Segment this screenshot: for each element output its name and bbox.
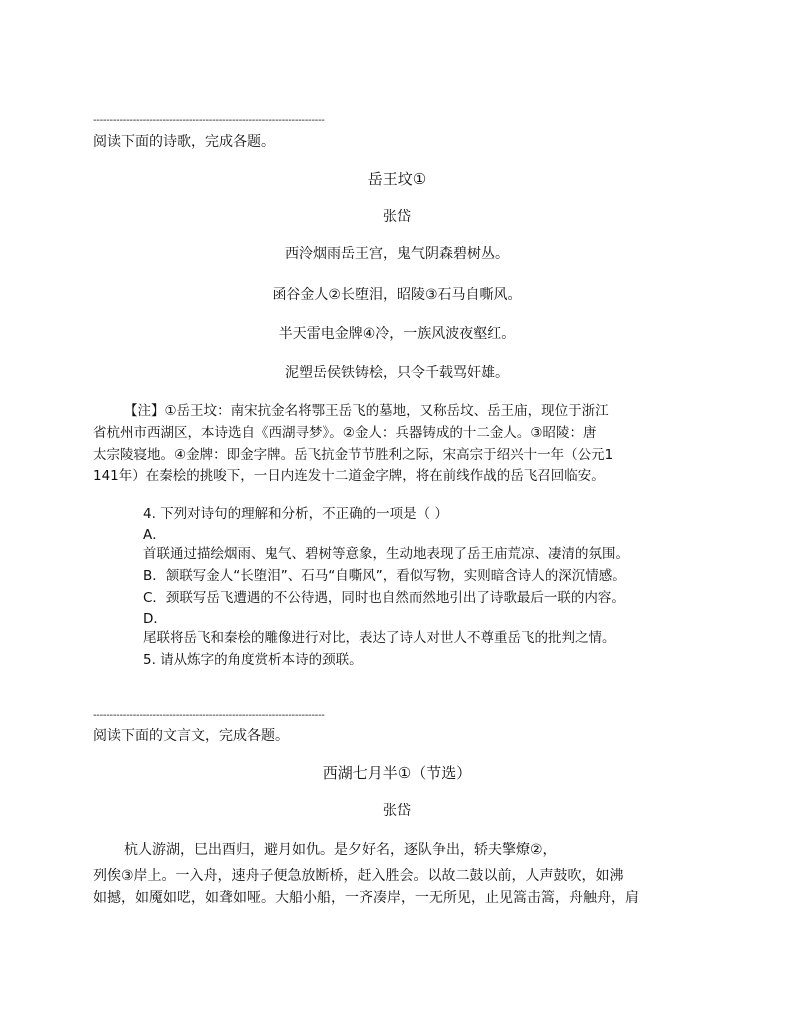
passage-line-2: 列俟③岸上。一入舟，速舟子便急放断桥，赶入胜会。以故二鼓以前，人声鼓吹，如沸 [93, 868, 624, 884]
poem-author: 张岱 [383, 209, 411, 225]
note-line-1: 【注】①岳王坟：南宋抗金名将鄂王岳飞的墓地，又称岳坟、岳王庙，现位于浙江 [124, 403, 609, 419]
poem-title: 岳王坟① [367, 170, 427, 188]
question-5: 5. 请从炼字的角度赏析本诗的颈联。 [143, 652, 363, 668]
poem-line-2: 函谷金人②长堕泪，昭陵③石马自嘶风。 [272, 287, 522, 303]
option-c: C．颈联写岳飞遭遇的不公待遇，同时也自然而然地引出了诗歌最后一联的内容。 [143, 590, 625, 606]
passage-author: 张岱 [383, 803, 411, 819]
poem-line-3: 半天雷电金牌④冷，一族风波夜壑红。 [278, 326, 516, 342]
passage-line-3: 如撼，如魇如呓，如聋如哑。大船小船，一齐凑岸，一无所见，止见篙击篙，舟触舟，肩 [93, 890, 639, 906]
poem-line-4: 泥塑岳侯铁铸桧，只令千载骂奸雄。 [285, 365, 509, 381]
option-a-label: A． [143, 527, 166, 543]
passage-title: 西湖七月半①（节选） [322, 764, 472, 782]
note-line-3: 太宗陵寝地。④金牌：即金字牌。岳飞抗金节节胜利之际，宋高宗于绍兴十一年（公元1 [93, 447, 614, 463]
option-d-label: D． [143, 611, 167, 627]
instruction-text: 阅读下面的诗歌，完成各题。 [93, 134, 275, 150]
separator-line: ---------------------------------------------------------------------- [93, 115, 325, 126]
option-d-text: 尾联将岳飞和秦桧的雕像进行对比，表达了诗人对世人不尊重岳飞的批判之情。 [143, 630, 616, 646]
note-line-4: 141年）在秦桧的挑唆下，一日内连发十二道金字牌，将在前线作战的岳飞召回临安。 [93, 468, 605, 484]
note-line-2: 省杭州市西湖区，本诗选自《西湖寻梦》。②金人：兵器铸成的十二金人。③昭陵：唐 [93, 425, 597, 441]
passage-line-1: 杭人游湖，巳出酉归，避月如仇。是夕好名，逐队争出，轿夫擎燎②， [124, 842, 557, 858]
option-b: B．颔联写金人“长堕泪”、石马“自嘶风”，看似写物，实则暗含诗人的深沉情感。 [143, 568, 626, 584]
separator-line: ---------------------------------------------------------------------- [93, 710, 325, 721]
option-a-text: 首联通过描绘烟雨、鬼气、碧树等意象，生动地表现了岳王庙荒凉、凄清的氛围。 [143, 546, 629, 562]
poem-line-1: 西泠烟雨岳王宫，鬼气阴森碧树丛。 [285, 246, 509, 262]
question-4: 4. 下列对诗句的理解和分析，不正确的一项是（ ） [143, 506, 448, 522]
instruction-text: 阅读下面的文言文，完成各题。 [93, 728, 289, 744]
